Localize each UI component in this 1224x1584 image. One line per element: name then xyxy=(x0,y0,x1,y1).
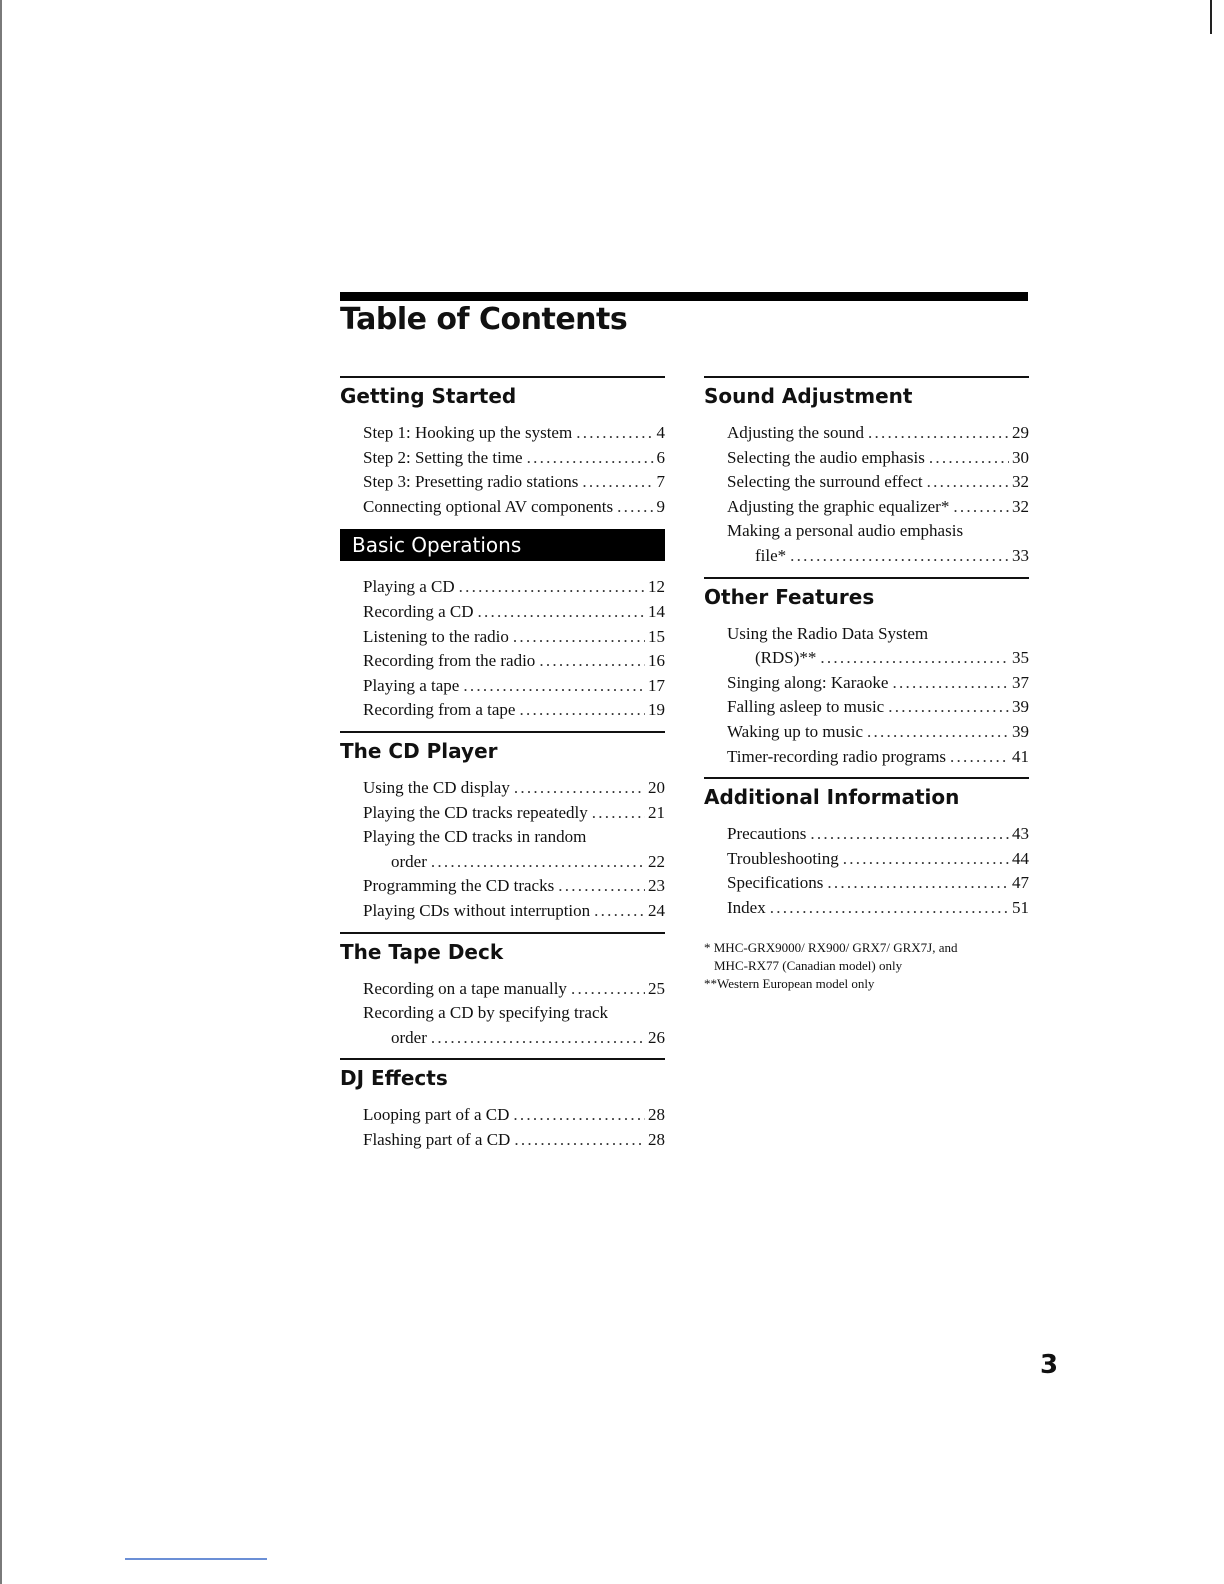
leader-dots xyxy=(539,649,645,674)
entry-page: 9 xyxy=(656,496,665,516)
entry-title: Playing the CD tracks repeatedly xyxy=(363,802,588,822)
leader-dots xyxy=(594,899,645,924)
toc-entry[interactable] xyxy=(363,495,665,520)
footnotes xyxy=(704,939,1029,993)
leader-dots xyxy=(519,698,645,723)
section-the-tape-deck xyxy=(340,932,665,1051)
entry-page: 17 xyxy=(648,675,665,695)
entry-title: Falling asleep to music xyxy=(727,697,885,717)
toc-entry[interactable] xyxy=(363,1001,665,1050)
entry-list xyxy=(340,977,665,1051)
entry-page: 51 xyxy=(1012,897,1029,917)
leader-dots xyxy=(929,446,1009,471)
toc-entry[interactable] xyxy=(727,896,1029,921)
section-additional-information xyxy=(704,777,1029,920)
leader-dots xyxy=(459,575,645,600)
entry-page: 44 xyxy=(1012,848,1029,868)
leader-dots xyxy=(592,801,645,826)
entry-title: Timer-recording radio programs xyxy=(727,746,947,766)
toc-entry[interactable] xyxy=(363,977,665,1002)
toc-entry[interactable] xyxy=(363,776,665,801)
section-getting-started xyxy=(340,376,665,519)
entry-page: 23 xyxy=(648,876,665,896)
entry-page: 35 xyxy=(1012,648,1029,668)
entry-page: 29 xyxy=(1012,423,1029,442)
leader-dots xyxy=(950,745,1009,770)
entry-list xyxy=(340,776,665,924)
entry-title: Recording from the radio xyxy=(363,651,536,671)
toc-left-column xyxy=(340,376,665,1160)
leader-dots xyxy=(513,625,645,650)
leader-dots xyxy=(927,470,1009,495)
page-number: 3 xyxy=(1040,1350,1059,1380)
toc-entry[interactable] xyxy=(363,600,665,625)
leader-dots xyxy=(527,446,654,471)
entry-list xyxy=(340,421,665,519)
leader-dots xyxy=(514,776,645,801)
entry-list xyxy=(704,622,1029,770)
entry-page: 7 xyxy=(656,472,665,492)
leader-dots xyxy=(514,1128,645,1153)
entry-page: 43 xyxy=(1012,824,1029,844)
leader-dots xyxy=(820,646,1009,671)
leader-dots xyxy=(477,600,645,625)
section-heading: The CD Player xyxy=(340,738,498,763)
entry-page: 21 xyxy=(648,802,665,822)
entry-page: 24 xyxy=(648,900,665,920)
entry-page: 33 xyxy=(1012,545,1029,565)
toc-entry[interactable] xyxy=(727,519,1029,568)
leader-dots xyxy=(867,720,1009,745)
leader-dots xyxy=(513,1103,645,1128)
section-heading: Additional Information xyxy=(704,785,960,810)
leader-dots xyxy=(827,871,1009,896)
entry-page: 6 xyxy=(656,447,665,467)
entry-title: Flashing part of a CD xyxy=(363,1129,511,1149)
leader-dots xyxy=(571,977,645,1002)
toc-entry[interactable] xyxy=(727,822,1029,847)
section-the-cd-player xyxy=(340,731,665,924)
entry-title: Making a personal audio emphasis xyxy=(727,521,964,541)
section-rule xyxy=(340,1058,665,1060)
entry-page: 28 xyxy=(648,1129,665,1149)
leader-dots xyxy=(888,695,1009,720)
section-heading: Other Features xyxy=(704,584,875,609)
entry-list xyxy=(704,822,1029,920)
scan-mark-bottom xyxy=(125,1558,267,1560)
toc-entry[interactable] xyxy=(363,649,665,674)
toc-entry[interactable] xyxy=(363,625,665,650)
entry-page: 19 xyxy=(648,700,665,720)
scan-edge-left xyxy=(0,0,2,1584)
entry-title: Playing a tape xyxy=(363,675,460,695)
footnote: MHC-RX77 (Canadian model) only xyxy=(714,957,903,973)
entry-title: Recording a CD by specifying track xyxy=(363,1003,609,1023)
section-heading: DJ Effects xyxy=(340,1066,448,1091)
section-rule xyxy=(704,376,1029,378)
toc-entry[interactable] xyxy=(727,622,1029,671)
toc-entry[interactable] xyxy=(363,899,665,924)
entry-title: Specifications xyxy=(727,873,824,893)
toc-entry[interactable] xyxy=(727,847,1029,872)
toc-entry[interactable] xyxy=(363,825,665,874)
toc-entry[interactable] xyxy=(363,575,665,600)
toc-entry[interactable] xyxy=(363,470,665,495)
entry-title-continuation: file* xyxy=(755,545,787,565)
section-heading: Sound Adjustment xyxy=(704,384,913,408)
entry-title: Programming the CD tracks xyxy=(363,876,555,896)
section-dj-effects xyxy=(340,1058,665,1152)
toc-entry[interactable] xyxy=(727,470,1029,495)
toc-entry[interactable] xyxy=(727,745,1029,770)
leader-dots xyxy=(558,874,645,899)
entry-title-continuation: order xyxy=(391,851,427,871)
entry-title: Step 1: Hooking up the system xyxy=(363,423,573,442)
leader-dots xyxy=(431,850,645,875)
section-heading: Getting Started xyxy=(340,384,517,408)
leader-dots xyxy=(892,671,1009,696)
entry-title: Playing the CD tracks in random xyxy=(363,827,587,847)
entry-page: 14 xyxy=(648,601,665,621)
toc-entry[interactable] xyxy=(727,695,1029,720)
leader-dots xyxy=(810,822,1009,847)
leader-dots xyxy=(617,495,653,520)
scan-mark-right xyxy=(1210,0,1212,34)
toc-entry[interactable] xyxy=(363,698,665,723)
entry-title: Index xyxy=(727,897,766,917)
leader-dots xyxy=(790,544,1009,569)
entry-title: Using the Radio Data System xyxy=(727,623,929,643)
entry-title: Connecting optional AV components xyxy=(363,496,614,516)
entry-page: 32 xyxy=(1012,472,1029,492)
entry-title: Adjusting the sound xyxy=(727,423,864,442)
section-rule xyxy=(704,577,1029,579)
entry-page: 32 xyxy=(1012,496,1029,516)
toc-entry[interactable] xyxy=(727,720,1029,745)
entry-title: Selecting the audio emphasis xyxy=(727,447,925,467)
entry-title: Recording on a tape manually xyxy=(363,978,567,998)
entry-page: 26 xyxy=(648,1027,665,1047)
section-heading: The Tape Deck xyxy=(340,939,504,964)
leader-dots xyxy=(770,896,1009,921)
section-rule xyxy=(704,777,1029,779)
entry-page: 20 xyxy=(648,777,665,797)
section-basic-operations xyxy=(340,529,665,723)
leader-dots xyxy=(843,847,1009,872)
entry-page: 12 xyxy=(648,577,665,597)
entry-page: 25 xyxy=(648,978,665,998)
entry-title: Singing along: Karaoke xyxy=(727,672,889,692)
toc-entry[interactable] xyxy=(727,871,1029,896)
entry-list xyxy=(704,421,1029,569)
entry-page: 16 xyxy=(648,651,665,671)
entry-page: 4 xyxy=(656,423,665,442)
entry-title: Using the CD display xyxy=(363,777,510,797)
entry-title: Recording a CD xyxy=(363,601,474,621)
leader-dots xyxy=(582,470,653,495)
section-heading: Basic Operations xyxy=(340,529,665,561)
entry-title-continuation: order xyxy=(391,1027,427,1047)
toc-entry[interactable] xyxy=(363,674,665,699)
entry-list xyxy=(340,575,665,723)
entry-page: 37 xyxy=(1012,672,1029,692)
entry-title: Waking up to music xyxy=(727,721,864,741)
entry-page: 41 xyxy=(1012,746,1029,766)
toc-entry[interactable] xyxy=(727,446,1029,471)
entry-list xyxy=(340,1103,665,1152)
toc-entry[interactable] xyxy=(363,874,665,899)
entry-title: Playing a CD xyxy=(363,577,455,597)
entry-title: Step 2: Setting the time xyxy=(363,447,523,467)
entry-page: 28 xyxy=(648,1105,665,1125)
entry-title: Listening to the radio xyxy=(363,626,509,646)
page-title: Table of Contents xyxy=(340,302,628,337)
entry-title: Precautions xyxy=(727,824,807,844)
entry-title: Selecting the surround effect xyxy=(727,472,923,492)
section-sound-adjustment xyxy=(704,376,1029,569)
footnote: * MHC-GRX9000/ RX900/ GRX7/ GRX7J, and xyxy=(704,939,958,955)
entry-page: 30 xyxy=(1012,447,1029,467)
section-rule xyxy=(340,731,665,733)
toc-entry[interactable] xyxy=(727,495,1029,520)
toc-right-column xyxy=(704,376,1029,993)
entry-page: 22 xyxy=(648,851,665,871)
footnote: **Western European model only xyxy=(704,975,875,991)
entry-title: Troubleshooting xyxy=(727,848,839,868)
section-other-features xyxy=(704,577,1029,770)
toc-entry[interactable] xyxy=(363,1103,665,1128)
section-rule xyxy=(340,376,665,378)
toc-entry[interactable] xyxy=(363,801,665,826)
leader-dots xyxy=(463,674,645,699)
leader-dots xyxy=(868,421,1009,446)
entry-title: Step 3: Presetting radio stations xyxy=(363,472,579,492)
entry-title: Looping part of a CD xyxy=(363,1105,510,1125)
toc-entry[interactable] xyxy=(363,421,665,446)
entry-title: Playing CDs without interruption xyxy=(363,900,591,920)
toc-entry[interactable] xyxy=(363,1128,665,1153)
entry-page: 39 xyxy=(1012,721,1029,741)
entry-title: Recording from a tape xyxy=(363,700,516,720)
entry-page: 39 xyxy=(1012,697,1029,717)
leader-dots xyxy=(576,421,653,446)
toc-entry[interactable] xyxy=(363,446,665,471)
entry-title-continuation: (RDS)** xyxy=(755,648,817,668)
toc-entry[interactable] xyxy=(727,671,1029,696)
section-rule xyxy=(340,932,665,934)
entry-page: 47 xyxy=(1012,873,1029,893)
entry-title: Adjusting the graphic equalizer* xyxy=(727,496,950,516)
leader-dots xyxy=(431,1026,645,1051)
leader-dots xyxy=(953,495,1009,520)
entry-page: 15 xyxy=(648,626,665,646)
toc-entry[interactable] xyxy=(727,421,1029,446)
